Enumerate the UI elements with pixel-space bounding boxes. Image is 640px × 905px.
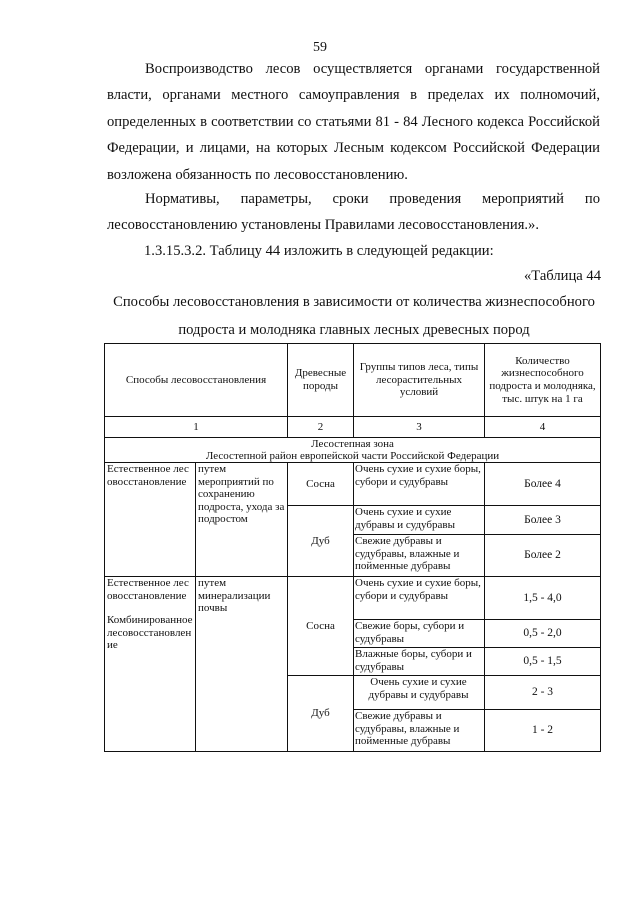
method-combined: Комбинированное лесовосстановление	[107, 614, 193, 652]
method-natural: Естественное лесовосстановление	[107, 577, 189, 602]
table-row	[105, 463, 601, 506]
zone-row	[105, 438, 601, 463]
paragraph-reforestation: Воспроизводство лесов осуществляется органами государственной власти, органами местного самоуправления в пределах их полномочий, определенных в соответствии со статьями 81 - 84 Лесного кодекса Российской Федерации, и лицами, на которых Лесным кодексом Российской Федерации возложена обязанность по лесовосстановлению.	[107, 61, 600, 183]
amount-cell: Более 3	[485, 506, 601, 535]
means-cell: путем мероприятий по сохранению подроста, ухода за подростом	[196, 463, 288, 577]
col-number: 4	[485, 417, 601, 438]
amount-cell: Более 2	[485, 535, 601, 577]
forest-type-cell: Очень сухие и сухие боры, субори и судубравы	[354, 463, 485, 506]
amount-cell: 0,5 - 2,0	[485, 620, 601, 648]
forest-type-cell: Свежие боры, субори и судубравы	[354, 620, 485, 648]
method-cell: Естественное лесовосстановление	[105, 463, 196, 577]
header-species: Древесные породы	[288, 344, 354, 417]
species-cell: Дуб	[288, 506, 354, 577]
forest-type-cell: Очень сухие и сухие дубравы и судубравы	[354, 676, 485, 710]
species-cell: Сосна	[288, 577, 354, 676]
header-forest-types: Группы типов леса, типы лесорастительных условий	[354, 344, 485, 417]
column-numbers-row	[105, 417, 601, 438]
forest-type-cell: Свежие дубравы и судубравы, влажные и пойменные дубравы	[354, 710, 485, 752]
forest-type-cell: Влажные боры, субори и судубравы	[354, 648, 485, 676]
header-methods: Способы лесовосстановления	[105, 344, 288, 417]
table-label: «Таблица 44	[523, 268, 601, 284]
table-header-row	[105, 344, 601, 417]
col-number: 3	[354, 417, 485, 438]
zone-title: Лесостепная зона	[311, 438, 394, 450]
amount-cell: 0,5 - 1,5	[485, 648, 601, 676]
forest-type-cell: Очень сухие и сухие боры, субори и судубравы	[354, 577, 485, 620]
forest-type-cell: Очень сухие и сухие дубравы и судубравы	[354, 506, 485, 535]
page-number: 59	[313, 40, 327, 55]
forest-type-cell: Свежие дубравы и судубравы, влажные и пойменные дубравы	[354, 535, 485, 577]
amount-cell: 2 - 3	[485, 676, 601, 710]
species-cell: Дуб	[288, 676, 354, 752]
col-number: 1	[105, 417, 288, 438]
paragraph-norms: Нормативы, параметры, сроки проведения мероприятий по лесовосстановлению установлены Правилами лесовосстановления.».	[107, 191, 600, 234]
table-title: Способы лесовосстановления в зависимости от количества жизнеспособного подроста и молодняка главных лесных древесных пород	[113, 294, 595, 338]
paragraph-amendment: 1.3.15.3.2. Таблицу 44 изложить в следующей редакции:	[144, 243, 494, 259]
col-number: 2	[288, 417, 354, 438]
means-cell: путем минерализации почвы	[196, 577, 288, 752]
species-cell: Сосна	[288, 463, 354, 506]
reforestation-table	[104, 343, 601, 752]
amount-cell: 1,5 - 4,0	[485, 577, 601, 620]
method-cell	[105, 577, 196, 752]
zone-region: Лесостепной район европейской части Российской Федерации	[205, 449, 500, 462]
amount-cell: Более 4	[485, 463, 601, 506]
amount-cell: 1 - 2	[485, 710, 601, 752]
header-amount: Количество жизнеспособного подроста и молодняка, тыс. штук на 1 га	[485, 344, 601, 417]
table-row	[105, 577, 601, 620]
